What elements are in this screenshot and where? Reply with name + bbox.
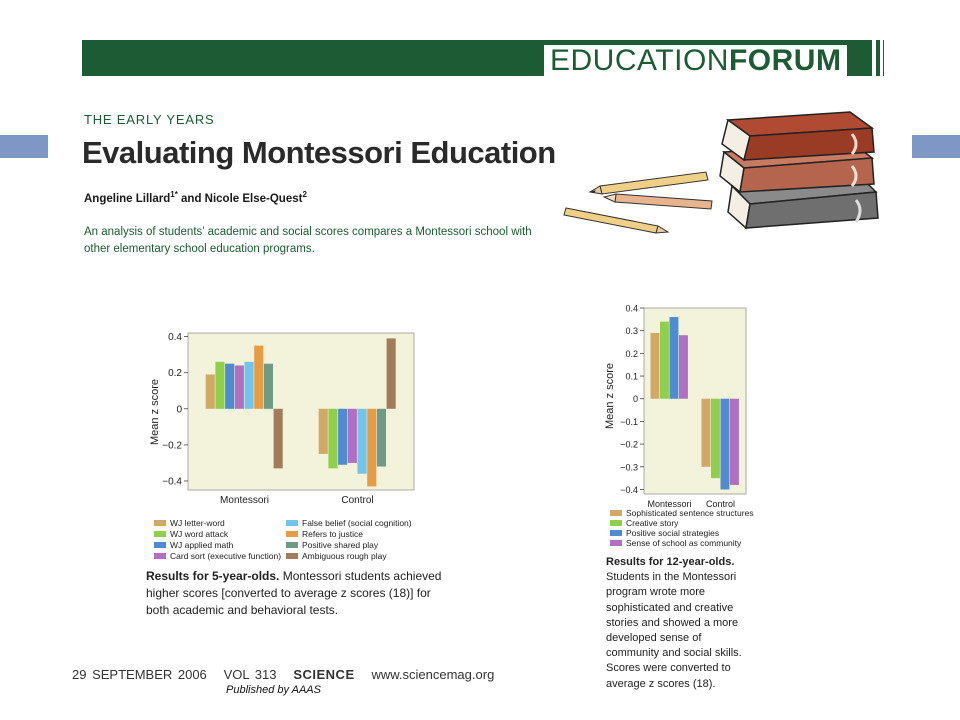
legend-swatch	[154, 542, 166, 548]
chart-5-year-olds	[140, 325, 430, 570]
bar	[319, 409, 328, 454]
bar	[721, 399, 730, 490]
legend-label: Creative story	[626, 518, 679, 528]
bar	[660, 322, 669, 399]
article-abstract: An analysis of students’ academic and social scores compares a Montessori school with other elementary school education programs.	[84, 226, 532, 255]
y-tick-label: 0.4	[625, 303, 638, 314]
caption-text: Students in the Montessori program wrote more sophisticated and creative stories and showed a more developed sense of community and social skills. Scores were converted to average z scores (18).	[606, 571, 742, 690]
figure-caption-12-year-olds	[606, 555, 751, 692]
legend-item	[286, 529, 363, 539]
bar	[679, 335, 688, 399]
legend-label: WJ letter-word	[170, 518, 225, 528]
journal-footer	[72, 667, 494, 682]
legend-swatch	[610, 520, 622, 526]
caption-title: Results for 5-year-olds.	[146, 569, 280, 583]
legend-label: Sense of school as community	[626, 538, 742, 548]
legend-label: False belief (social cognition)	[302, 518, 412, 528]
legend-swatch	[610, 540, 622, 546]
y-tick-label: 0.2	[168, 368, 182, 380]
left-accent-bar	[0, 135, 48, 158]
y-tick-label: −0.4	[162, 476, 182, 488]
legend-item	[286, 540, 379, 550]
article-title: Evaluating Montessori Education	[82, 135, 556, 170]
y-tick-label: −0.3	[620, 462, 638, 473]
bar	[702, 399, 711, 467]
y-tick-label: 0	[176, 404, 182, 416]
legend-label: WJ applied math	[170, 540, 234, 550]
legend-swatch	[154, 520, 166, 526]
bar	[358, 409, 367, 474]
legend-label: Positive social strategies	[626, 528, 720, 538]
legend-swatch	[286, 542, 298, 548]
legend-label: Card sort (executive function)	[170, 551, 282, 561]
caption-text: Montessori students achieved higher scores [converted to average z scores (18)] for both academic and behavioral tests.	[146, 569, 442, 617]
y-tick-label: −0.1	[620, 416, 638, 427]
bar	[651, 333, 660, 399]
pencil-icon	[564, 208, 668, 233]
bar	[730, 399, 739, 485]
author-2: and Nicole Else-Quest	[177, 192, 303, 205]
author-2-affiliation: 2	[302, 190, 307, 199]
y-tick-label: 0.1	[625, 371, 638, 382]
y-tick-label: 0.4	[168, 332, 182, 344]
legend-label: Ambiguous rough play	[302, 551, 387, 561]
legend-swatch	[154, 531, 166, 537]
legend-item	[610, 508, 754, 518]
y-tick-label: 0	[632, 394, 638, 405]
bar	[245, 362, 254, 409]
bar	[225, 364, 234, 409]
category-label: Montessori	[220, 495, 269, 506]
legend-item	[154, 540, 234, 550]
legend-label: Positive shared play	[302, 540, 379, 550]
pencil-icon	[590, 172, 708, 194]
author-1-affiliation: 1*	[170, 190, 178, 199]
legend-swatch	[610, 530, 622, 536]
bar	[387, 338, 396, 408]
bar	[367, 409, 376, 487]
y-tick-label: 0.2	[625, 348, 638, 359]
y-tick-label: −0.2	[162, 440, 182, 452]
legend-item	[286, 551, 387, 561]
legend-label: Sophisticated sentence structures	[626, 508, 754, 518]
y-axis-title: Mean z score	[604, 362, 616, 430]
books-and-pencils-icon	[560, 108, 890, 238]
book-icon	[722, 112, 874, 160]
legend-item	[286, 518, 412, 528]
banner-divider	[872, 40, 876, 76]
y-tick-label: −0.2	[620, 439, 638, 450]
legend-item	[154, 529, 229, 539]
publisher-note: Published by AAAS	[226, 684, 321, 696]
bar	[206, 375, 215, 409]
category-label: Montessori	[647, 499, 692, 509]
bar	[328, 409, 337, 469]
right-accent-bar	[912, 135, 960, 158]
bar	[254, 346, 263, 409]
legend-swatch	[286, 531, 298, 537]
bar	[670, 317, 679, 399]
legend-swatch	[286, 553, 298, 559]
legend-label: WJ word attack	[170, 529, 229, 539]
bar	[377, 409, 386, 467]
category-label: Control	[705, 499, 736, 509]
section-kicker: THE EARLY YEARS	[84, 112, 215, 127]
journal-url: www.sciencemag.org	[371, 667, 495, 682]
legend-label: Refers to justice	[302, 529, 363, 539]
wordmark-education: EDUCATION	[550, 44, 729, 77]
journal-name: SCIENCE	[293, 667, 355, 682]
pencil-icon	[604, 194, 712, 209]
legend-swatch	[286, 520, 298, 526]
legend-item	[154, 551, 281, 561]
legend-swatch	[154, 553, 166, 559]
y-axis-title: Mean z score	[149, 378, 161, 446]
caption-title: Results for 12-year-olds.	[606, 556, 735, 568]
bar	[274, 409, 283, 469]
issue-date: 29 SEPTEMBER 2006	[72, 667, 207, 682]
bar	[235, 365, 244, 408]
chart-12-year-olds	[600, 300, 760, 555]
category-label: Control	[341, 495, 374, 506]
y-tick-label: 0.3	[625, 326, 638, 337]
figure-caption-5-year-olds	[146, 568, 446, 619]
y-tick-label: −0.4	[620, 484, 638, 495]
section-wordmark	[544, 45, 847, 77]
legend-swatch	[610, 510, 622, 516]
bar	[338, 409, 347, 465]
legend-item	[154, 518, 225, 528]
wordmark-forum: FORUM	[728, 44, 842, 77]
bar	[215, 362, 224, 409]
issue-volume: VOL 313	[223, 667, 277, 682]
article-authors	[84, 190, 307, 205]
bar	[348, 409, 357, 463]
legend-item	[610, 518, 679, 528]
legend-item	[610, 538, 742, 548]
legend-item	[610, 528, 719, 538]
bar	[711, 399, 720, 478]
author-1: Angeline Lillard	[84, 192, 171, 205]
banner-divider	[880, 40, 883, 76]
bar	[264, 364, 273, 409]
